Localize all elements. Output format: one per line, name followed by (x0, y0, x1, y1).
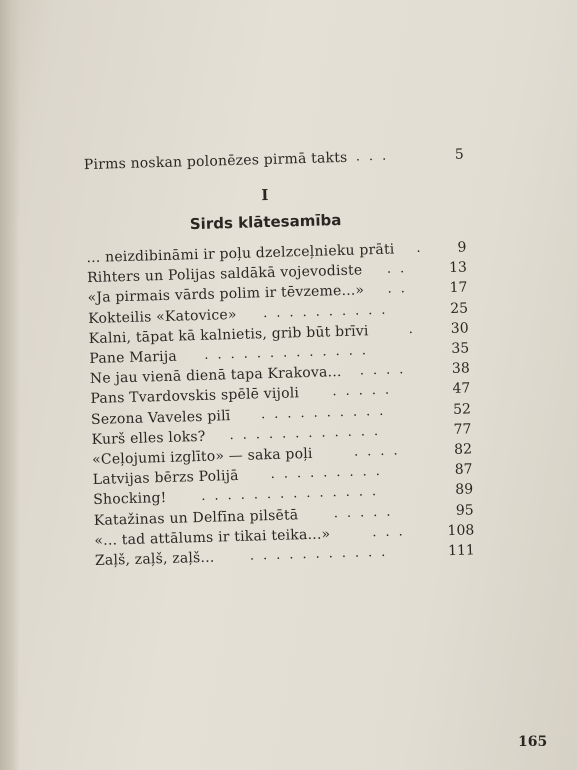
toc-entry-title: Kalni, tāpat kā kalnietis, grib būt brīvi (88, 323, 369, 347)
page-number: 165 (518, 734, 548, 750)
toc-entry-title: Zaļš, zaļš, zaļš... (94, 549, 215, 569)
toc-entry-page: 17 (449, 279, 468, 297)
toc-entry-page: 5 (454, 146, 465, 163)
toc-leader-dots: .............. (201, 484, 386, 505)
toc-entry-page: 108 (447, 522, 475, 539)
toc-entry-page: 25 (450, 300, 469, 317)
toc-entry-title: Pirms noskan polonēzes pirmā takts (83, 149, 348, 174)
toc-entry-page: 38 (451, 360, 470, 378)
toc-leader-dots: ... (372, 523, 412, 540)
toc-leader-dots: ... (355, 148, 396, 165)
toc-leader-dots: ........... (249, 544, 395, 564)
toc-leader-dots: .......... (260, 403, 393, 422)
toc-entry-title: «Ja pirmais vārds polim ir tēvzeme...» (87, 282, 365, 307)
section-number: I (261, 185, 269, 205)
toc-entry-page: 82 (453, 441, 473, 458)
toc-entry-title: Pans Tvardovskis spēlē vijoli (90, 385, 300, 408)
toc-leader-dots: .. (386, 261, 414, 277)
toc-entry-page: 95 (455, 501, 474, 519)
toc-entry-title: ... neizdibināmi ir poļu dzelzceļnieku prāti (86, 241, 395, 267)
toc-entry-title: Shocking! (93, 490, 167, 509)
toc-entry-title: Sezona Vaveles pilī (90, 407, 231, 428)
toc-leader-dots: ............ (229, 423, 388, 443)
toc-entry-page: 47 (452, 380, 471, 398)
toc-entry-page: 52 (452, 400, 472, 418)
toc-entry-page: 89 (455, 481, 474, 499)
toc-leader-dots: .......... (262, 302, 395, 321)
toc-entry-title: «... tad attālums ir tikai teika...» (94, 526, 331, 549)
toc-leader-dots: ......... (270, 463, 390, 483)
toc-entry-title: Latvijas bērzs Polijā (92, 468, 239, 489)
toc-entry-title: Kurš elles loks? (91, 428, 206, 448)
toc-entry-page: 87 (454, 461, 473, 479)
toc-entry-page: 77 (453, 421, 472, 438)
toc-entry-page: 35 (451, 340, 470, 357)
toc-entry-title: «Ceļojumi izglīto» — saka poļi (91, 445, 313, 468)
toc-leader-dots: ..... (332, 382, 399, 400)
toc-entry-title: Katažinas un Delfīna pilsētā (93, 506, 299, 529)
toc-entry-page: 30 (450, 320, 469, 337)
toc-entry-page: 9 (457, 239, 467, 256)
toc-leader-dots: .. (387, 281, 414, 298)
toc-leader-dots: ..... (333, 504, 400, 521)
toc-leader-dots: ............. (204, 343, 376, 363)
toc-entry-title: Ne jau vienā dienā tapa Krakova... (89, 364, 342, 388)
toc-leader-dots: .... (359, 362, 413, 379)
toc-entry-preface (84, 145, 464, 176)
toc-leader-dots: . (416, 240, 430, 256)
toc-leader-dots: .... (353, 443, 407, 460)
toc-entry-page: 111 (447, 542, 476, 560)
section-title: Sirds klātesamība (189, 210, 342, 234)
toc-entry-title: Kokteilis «Katovice» (87, 306, 237, 327)
toc-leader-dots: . (408, 321, 422, 337)
toc-entry-page: 13 (448, 259, 468, 277)
toc-entry-title: Pane Marija (89, 348, 178, 368)
toc-entry-title: Rihters un Polijas saldākā vojevodiste (86, 262, 363, 287)
